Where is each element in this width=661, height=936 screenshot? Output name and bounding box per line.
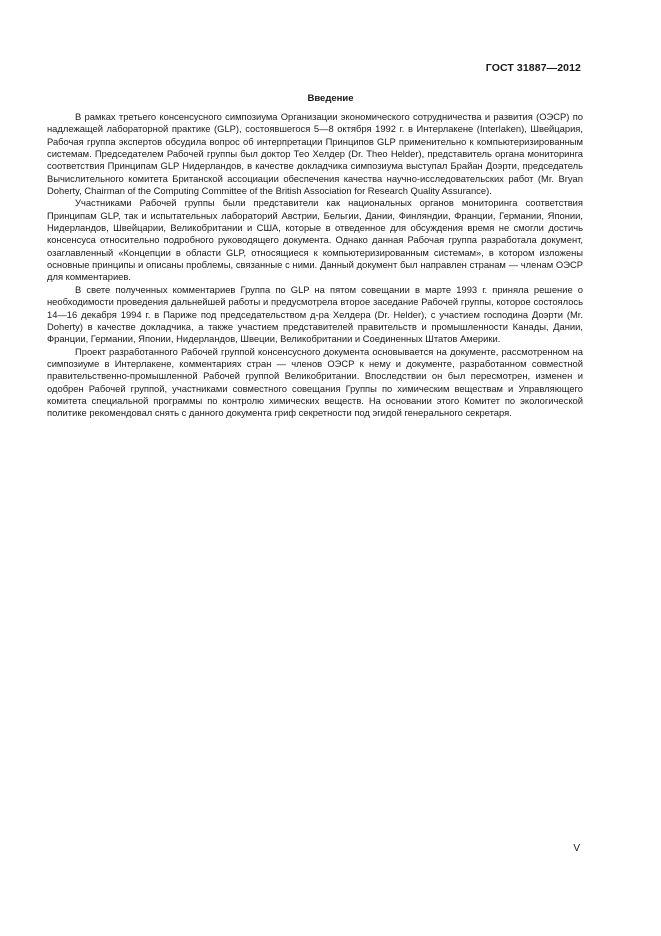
section-title: Введение: [307, 93, 354, 104]
page-number: V: [573, 843, 580, 854]
standard-id: ГОСТ 31887—2012: [485, 62, 581, 74]
document-header: [486, 62, 581, 74]
paragraph-1: В рамках третьего консенсусного симпозиума Организации экономического сотрудничества и развития (ОЭСР) по надлежащей лабораторной практике (GLP), состоявшегося 5—8 октября 1992 г. в Интерлакене (Interlaken), Швейцария, Рабочая группа экспертов обсудила вопрос об интерпретации Принципов GLP применительно к компьютеризированным системам. Председателем Рабочей группы был доктор Тео Хелдер (Dr. Theo Helder), представитель органа мониторинга соответствия Принципам GLP Нидерландов, в качестве докладчика симпозиума выступал Брайан Доэрти, председатель Вычислительного комитета Британской ассоциации обеспечения качества научно-исследовательских работ (Mr. Bryan Doherty, Chairman of the Computing Committee of the British Association for Research Quality Assurance).: [47, 111, 583, 197]
paragraph-2: Участниками Рабочей группы были представители как национальных органов мониторинга соответствия Принципам GLP, так и испытательных лабораторий Австрии, Бельгии, Дании, Финляндии, Франции, Германии, Японии, Нидерландов, Швейцарии, Великобритании и США, которые в отведенное для обсуждения время не смогли достичь консенсуса относительно подробного руководящего документа. Однако данная Рабочая группа разработала документ, озаглавленный «Концепции в области GLP, относящиеся к компьютеризированным системам», в котором изложены основные принципы и описаны проблемы, связанные с ними. Данный документ был направлен странам — членам ОЭСР для комментариев.: [47, 197, 583, 283]
body-text: [47, 111, 583, 420]
paragraph-3: В свете полученных комментариев Группа по GLP на пятом совещании в марте 1993 г. приняла решение о необходимости проведения дальнейшей работы и предусмотрела второе заседание Рабочей группы, которое состоялось 14—16 декабря 1994 г. в Париже под председательством д-ра Хелдера (Dr. Helder), с участием господина Доэрти (Mr. Doherty) в качестве докладчика, а также участием представителей правительств и промышленности Канады, Дании, Франции, Германии, Японии, Нидерландов, Швеции, Великобритании и Соединенных Штатов Америки.: [47, 283, 583, 345]
paragraph-4: Проект разработанного Рабочей группой консенсусного документа основывается на документе, рассмотренном на симпозиуме в Интерлакене, комментариях стран — членов ОЭСР к нему и документе, разработанном совместной правительственно-промышленной Рабочей группой Великобритании. Впоследствии он был пересмотрен, изменен и одобрен Рабочей группой, участниками совместного совещания Группы по химическим веществам и Управляющего комитета специальной программы по контролю химических веществ. На основании этого Комитет по экологической политике рекомендовал снять с данного документа гриф секретности под эгидой генерального секретаря.: [47, 345, 583, 419]
